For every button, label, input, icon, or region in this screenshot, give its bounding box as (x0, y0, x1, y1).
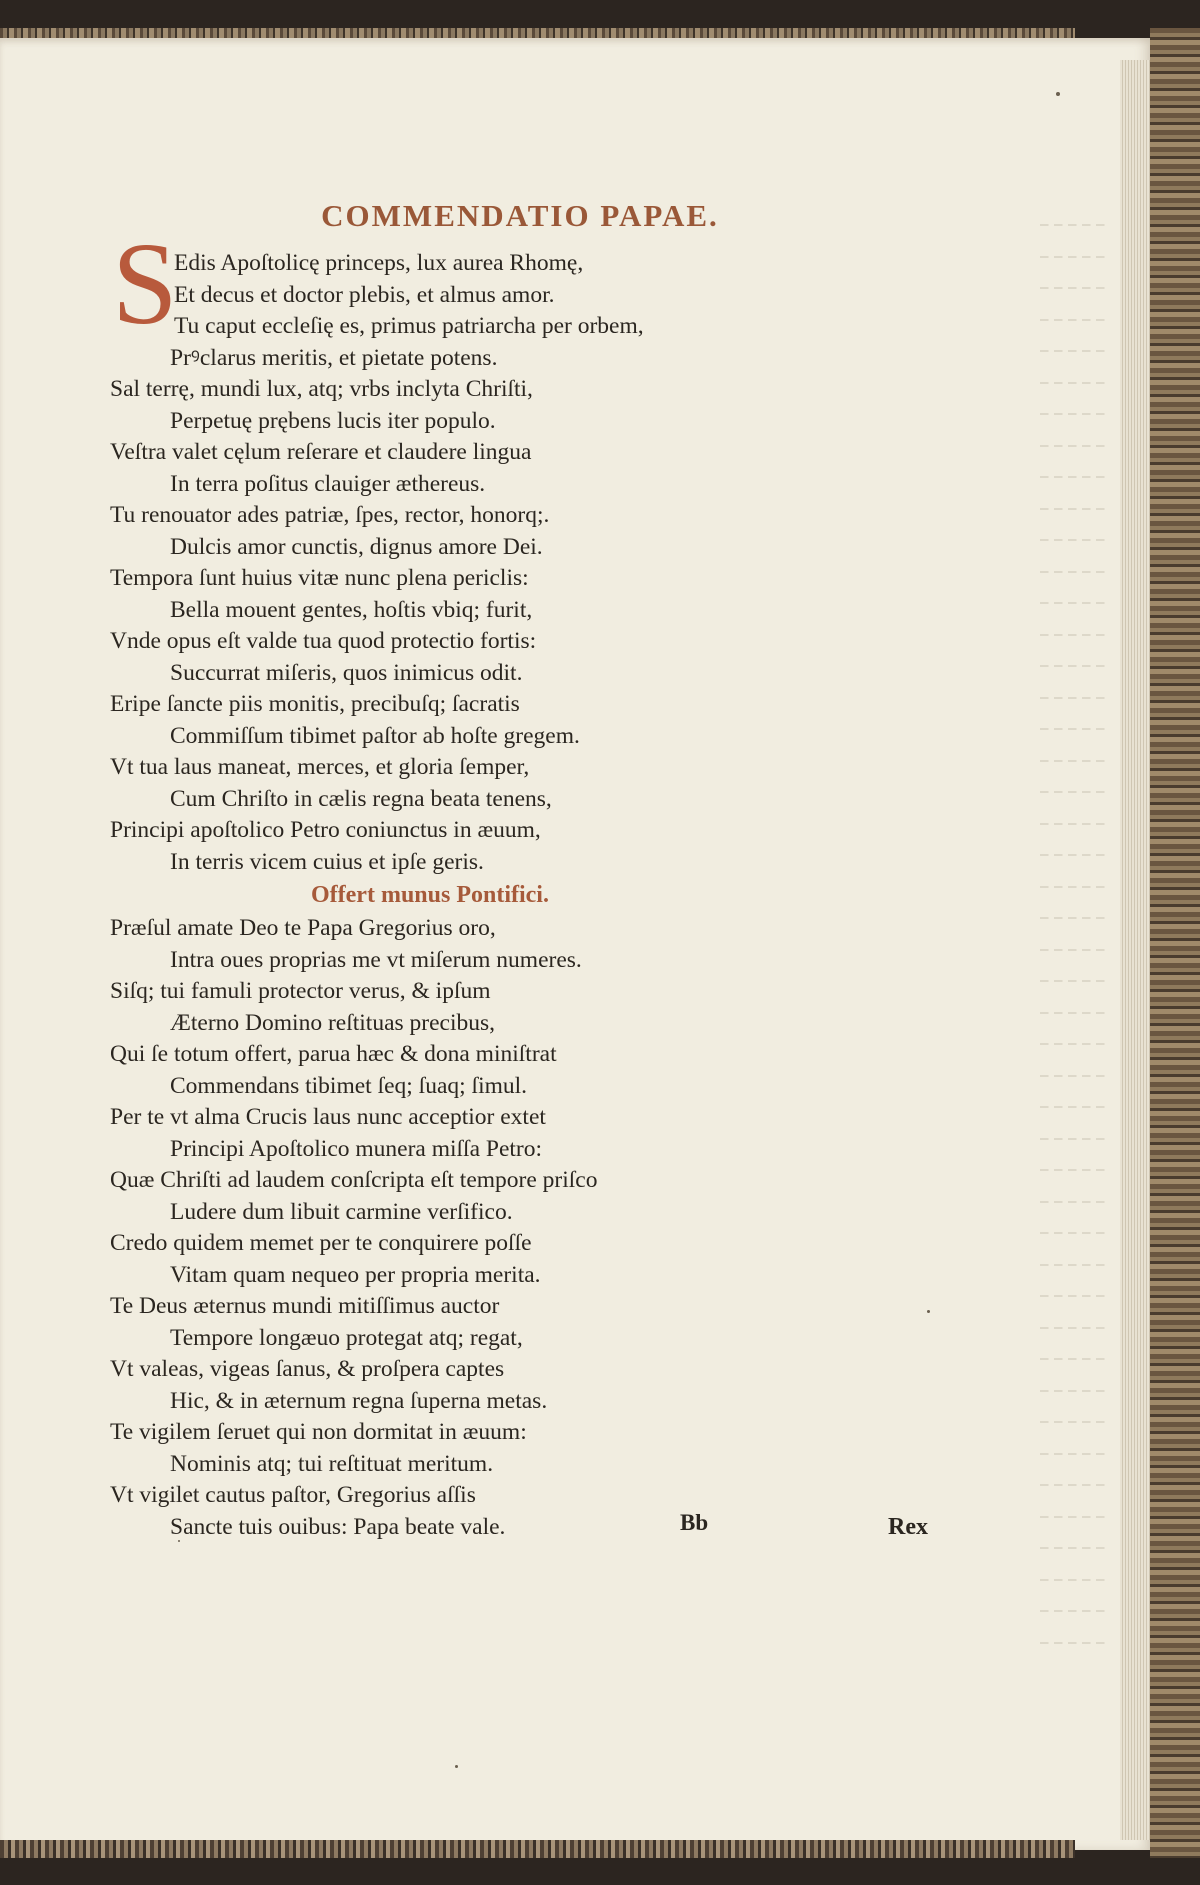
show-through-line (1040, 1533, 1110, 1565)
verse-line: Siſq; tui famuli protector verus, & ipſum (110, 978, 491, 1004)
page-stack-edge (1120, 60, 1150, 1840)
verse-line: Et decus et doctor plebis, et almus amor. (174, 281, 555, 308)
show-through-line (1040, 1439, 1110, 1471)
verse-line: Intra oues proprias me vt miſerum numeres. (170, 946, 582, 973)
show-through-line (1040, 462, 1110, 494)
verse-line: Vt valeas, vigeas ſanus, & proſpera captes (110, 1356, 505, 1382)
show-through-line (1040, 1061, 1110, 1093)
show-through-line (1040, 620, 1110, 652)
verse-line: Dulcis amor cunctis, dignus amore Dei. (170, 533, 543, 560)
show-through-line (1040, 1628, 1110, 1660)
show-through-line (1040, 525, 1110, 557)
show-through-line (1040, 1029, 1110, 1061)
verse-line: Te Deus æternus mundi mitiſſimus auctor (110, 1293, 500, 1319)
verse-block (110, 248, 740, 1543)
show-through-line (1040, 651, 1110, 683)
show-through-line (1040, 1281, 1110, 1313)
show-through-line (1040, 809, 1110, 841)
book-spine-edge (1150, 28, 1200, 1858)
verse-line: Quæ Chriſti ad laudem conſcripta eſt tempore priſco (110, 1167, 598, 1193)
show-through-line (1040, 746, 1110, 778)
show-through-line (1040, 494, 1110, 526)
verse-line: Prꝰclarus meritis, et pietate potens. (170, 344, 498, 371)
verse-line: Veſtra valet cęlum reſerare et claudere lingua (110, 439, 532, 465)
verse-line: Principi Apoſtolico munera miſſa Petro: (170, 1135, 543, 1162)
catchword: Rex (888, 1514, 928, 1540)
show-through-line (1040, 336, 1110, 368)
show-through-line (1040, 872, 1110, 904)
show-through-line (1040, 683, 1110, 715)
show-through-line (1040, 368, 1110, 400)
verse-line: Vnde opus eſt valde tua quod protectio fortis: (110, 628, 537, 654)
verse-line: Sancte tuis ouibus: Papa beate vale. (170, 1513, 506, 1540)
show-through-line (1040, 903, 1110, 935)
show-through-line (1040, 777, 1110, 809)
verse-line: Tempore longæuo protegat atq; regat, (170, 1324, 523, 1351)
show-through-line (1040, 431, 1110, 463)
verse-line: Eripe ſancte piis monitis, precibuſq; ſacratis (110, 691, 520, 717)
verse-line: Nominis atq; tui reſtituat meritum. (170, 1450, 494, 1477)
verse-line: Hic, & in æternum regna ſuperna metas. (170, 1387, 548, 1414)
show-through-line (1040, 1596, 1110, 1628)
verse-line: In terra poſitus clauiger æthereus. (170, 470, 486, 497)
poem-section-commendatio (110, 248, 740, 878)
show-through-line (1040, 1376, 1110, 1408)
verse-line: Qui ſe totum offert, parua hæc & dona miniſtrat (110, 1041, 557, 1067)
show-through-line (1040, 557, 1110, 589)
verse-line: Bella mouent gentes, hoſtis vbiq; furit, (170, 596, 533, 623)
show-through-line (1040, 305, 1110, 337)
verse-line: Tu renouator ades patriæ, ſpes, rector, honorq;. (110, 502, 550, 528)
show-through-line (1040, 1155, 1110, 1187)
show-through-line (1040, 1344, 1110, 1376)
verse-line: Commiſſum tibimet paſtor ab hoſte gregem. (170, 722, 580, 749)
verse-line: Credo quidem memet per te conquirere poſſe (110, 1230, 532, 1256)
show-through-line (1040, 1502, 1110, 1534)
show-through-line (1040, 1124, 1110, 1156)
verse-line: Tempora ſunt huius vitæ nunc plena periclis: (110, 565, 529, 591)
page-heading: COMMENDATIO PAPAE. (321, 198, 719, 233)
paper-speck (455, 1765, 458, 1768)
verse-line: Æterno Domino reſtituas precibus, (170, 1009, 496, 1036)
verse-line: Præſul amate Deo te Papa Gregorius oro, (110, 915, 496, 941)
drop-cap: S (112, 218, 178, 349)
verse-line: Edis Apoſtolicę princeps, lux aurea Rhomę, (174, 250, 584, 276)
section-subheading: Offert munus Pontifici. (311, 882, 549, 908)
verse-line: Vt vigilet cautus paſtor, Gregorius aſſis (110, 1482, 476, 1508)
show-through-line (1040, 714, 1110, 746)
show-through-line (1040, 998, 1110, 1030)
verse-line: Per te vt alma Crucis laus nunc acceptior extet (110, 1104, 546, 1130)
show-through-line (1040, 1313, 1110, 1345)
paper-speck (178, 1540, 180, 1542)
show-through-text (1040, 210, 1110, 1710)
verse-line: Succurrat miſeris, quos inimicus odit. (170, 659, 523, 686)
verse-line: Sal terrę, mundi lux, atq; vrbs inclyta Chriſti, (110, 376, 533, 402)
verse-line: Principi apoſtolico Petro coniunctus in æuum, (110, 817, 541, 843)
verse-line: In terris vicem cuius et ipſe geris. (170, 848, 484, 875)
poem-section-offert (110, 913, 740, 1543)
show-through-line (1040, 1470, 1110, 1502)
show-through-line (1040, 1407, 1110, 1439)
verse-line: Perpetuę prębens lucis iter populo. (170, 407, 496, 434)
show-through-line (1040, 1565, 1110, 1597)
show-through-line (1040, 1092, 1110, 1124)
paper-speck (927, 1310, 930, 1313)
show-through-line (1040, 210, 1110, 242)
page-bottom-edge (0, 1840, 1075, 1858)
show-through-line (1040, 242, 1110, 274)
verse-line: Tu caput eccleſię es, primus patriarcha per orbem, (174, 313, 644, 339)
signature-mark: Bb (680, 1510, 709, 1535)
verse-line: Commendans tibimet ſeq; ſuaq; ſimul. (170, 1072, 528, 1099)
verse-line: Vt tua laus maneat, merces, et gloria ſemper, (110, 754, 530, 780)
verse-line: Te vigilem ſeruet qui non dormitat in æuum: (110, 1419, 527, 1445)
verse-line: Ludere dum libuit carmine verſifico. (170, 1198, 513, 1225)
show-through-line (1040, 1218, 1110, 1250)
show-through-line (1040, 935, 1110, 967)
show-through-line (1040, 273, 1110, 305)
show-through-line (1040, 966, 1110, 998)
verse-line: Cum Chriſto in cælis regna beata tenens, (170, 785, 552, 812)
show-through-line (1040, 588, 1110, 620)
show-through-line (1040, 840, 1110, 872)
paper-speck (1056, 92, 1060, 96)
show-through-line (1040, 399, 1110, 431)
show-through-line (1040, 1250, 1110, 1282)
show-through-line (1040, 1187, 1110, 1219)
verse-line: Vitam quam nequeo per propria merita. (170, 1261, 541, 1288)
